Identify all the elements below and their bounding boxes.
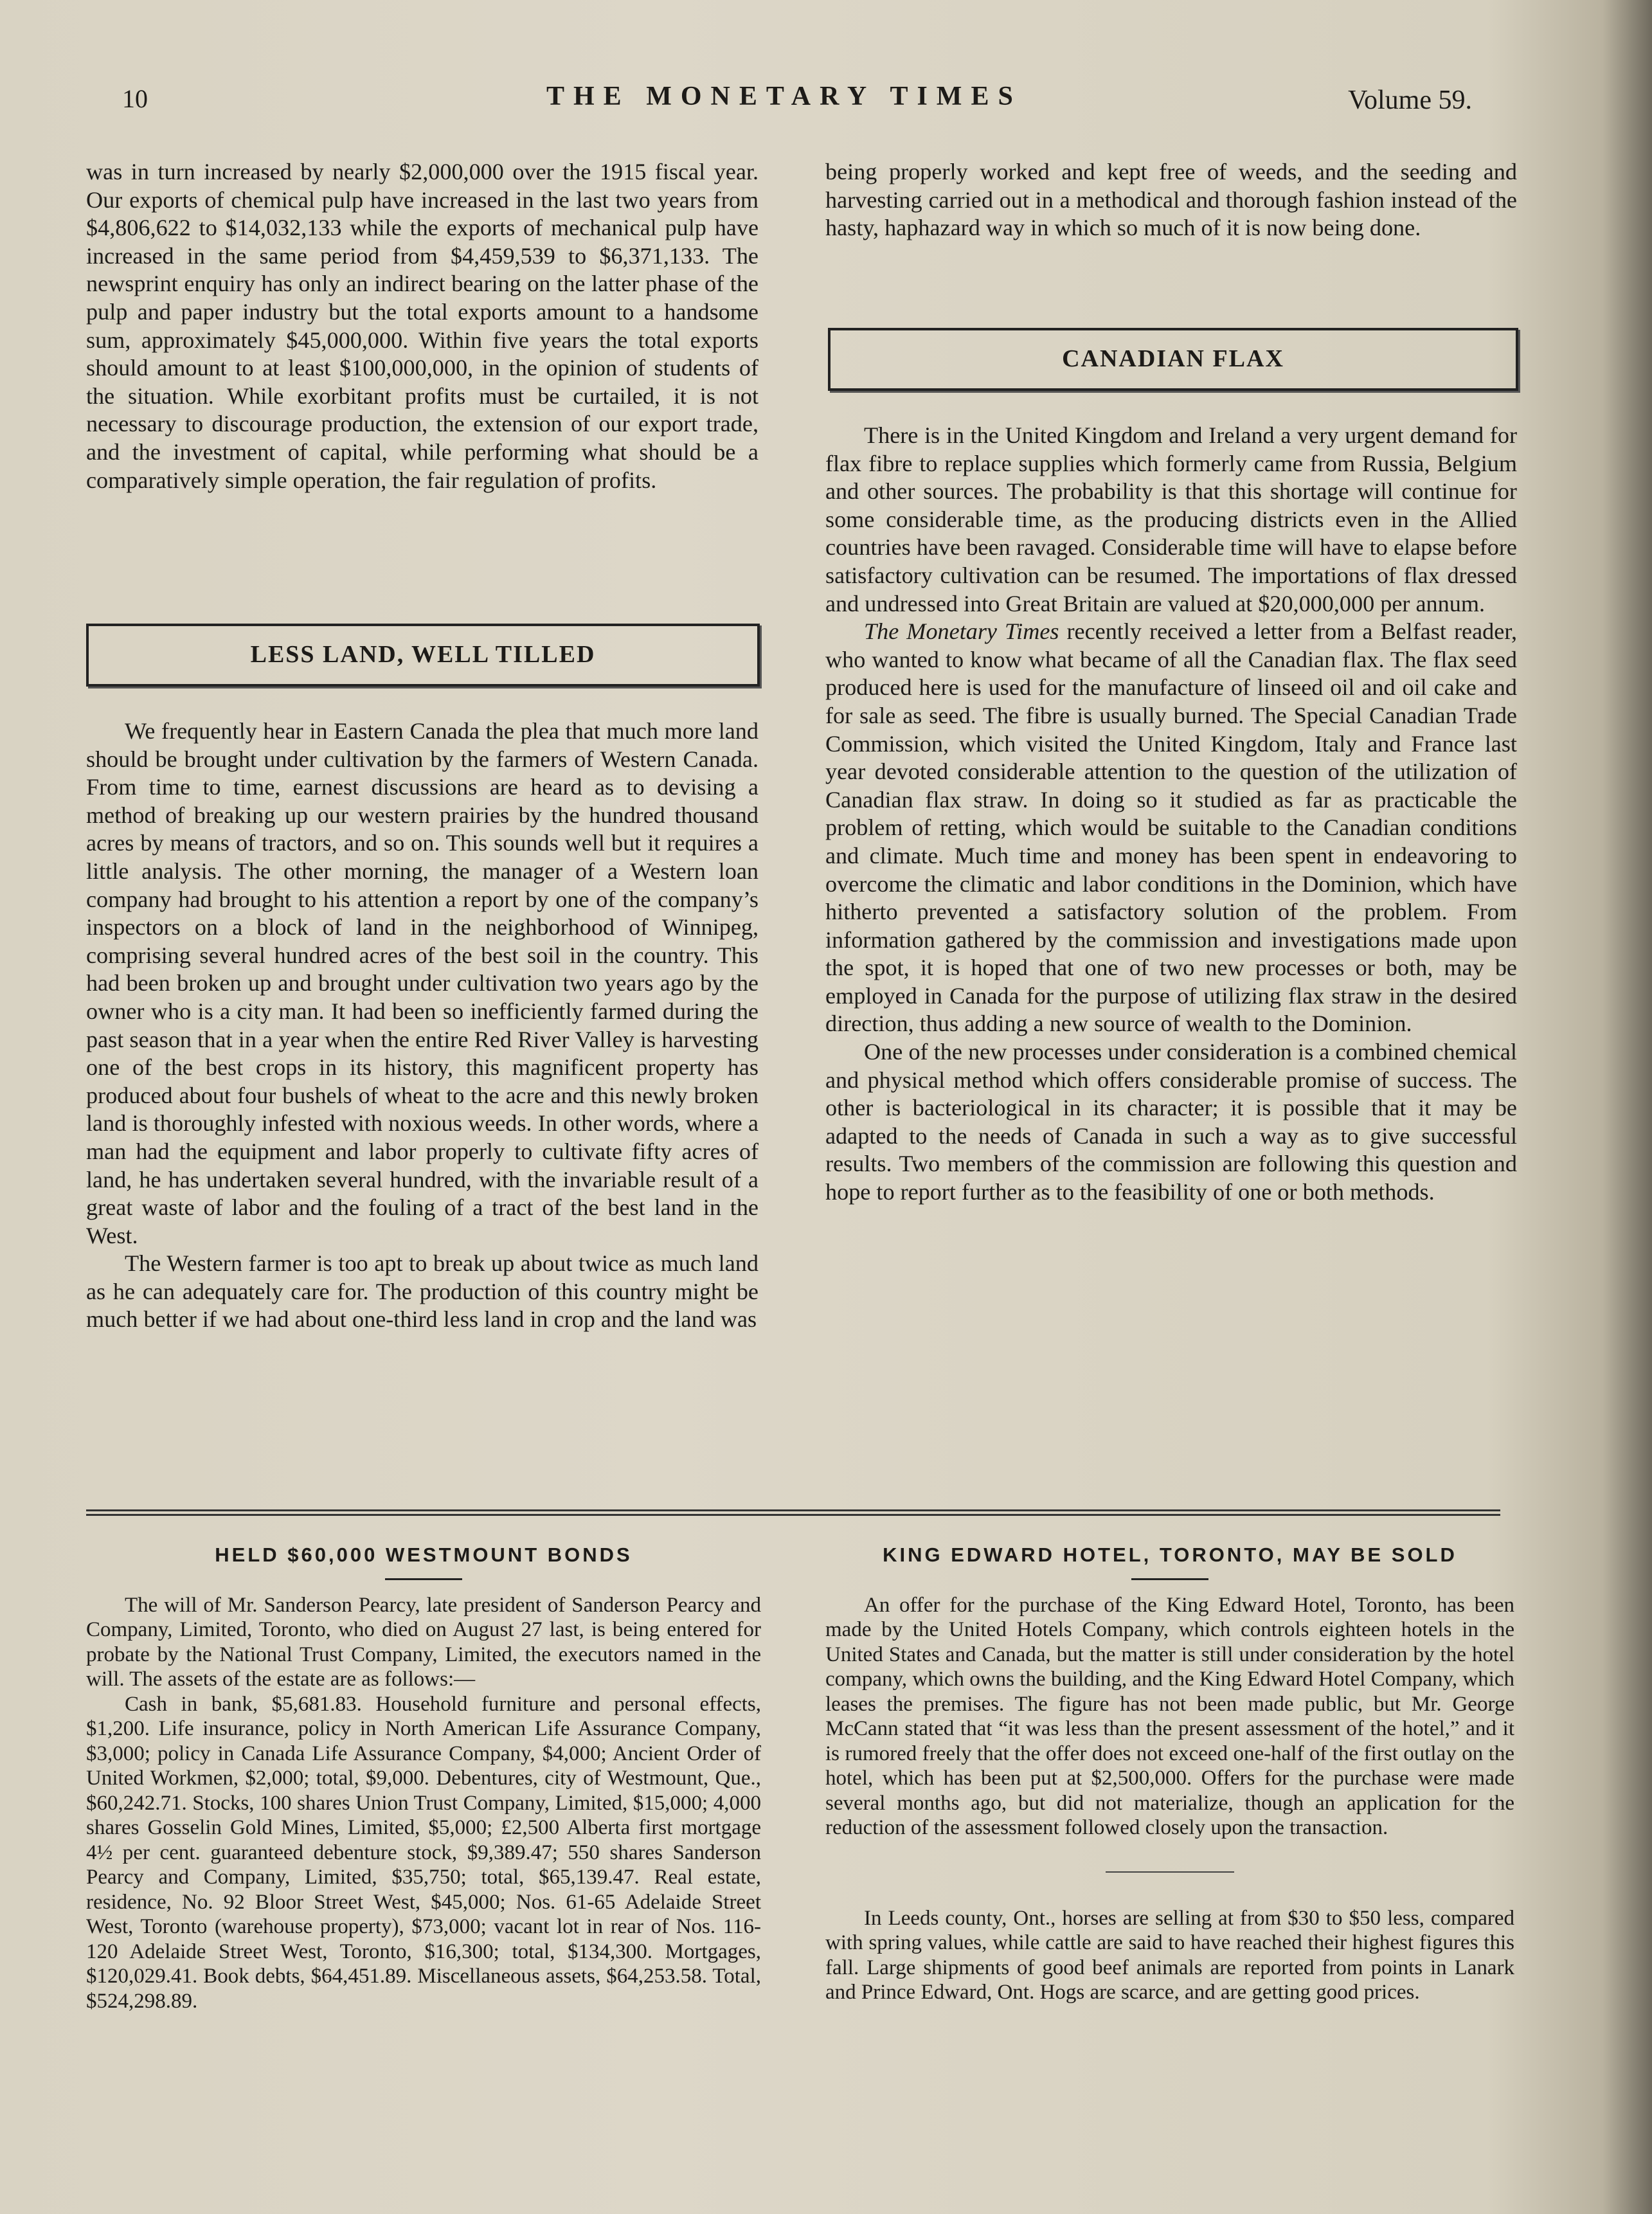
continued-paragraph: was in turn increased by nearly $2,000,000 over the 1915 fiscal year. Our exports of chemical pulp have increased in the last two years from $4,806,622 to $14,032,133 while the exports of mechanical pulp have increased in the same period from $4,459,539 to $6,371,133. The newsprint enquiry has only an indirect bearing on the latter phase of the pulp and paper industry but the total exports amount to a handsome sum, approximately $45,000,000. Within five years the total exports should amount to at least $100,000,000, in the opinion of students of the situation. While exorbitant profits must be curtailed, it is not necessary to discourage production, the extension of our export trade, and the investment of capital, while performing what should be a comparatively simple operation, the fair regulation of profits. <box>86 159 759 493</box>
article-paragraph: Cash in bank, $5,681.83. Household furniture and personal effects, $1,200. Life insurance, policy in North American Life Assurance Company, $3,000; policy in Canada Life Assurance Company, $4,000; Ancient Order of United Workmen, $2,000; total, $9,000. Debentures, city of Westmount, Que., $60,242.71. Stocks, 100 shares Union Trust Company, Limited, $15,000; 4,000 shares Gosselin Gold Mines, Limited, $5,000; £2,500 Alberta first mortgage 4½ per cent. guaranteed debenture stock, $9,389.47; 550 shares Sanderson Pearcy and Company, Limited, $35,750; total, $65,139.47. Real estate, residence, No. 92 Bloor Street West, $45,000; Nos. 61-65 Adelaide Street West, Toronto (warehouse property), $73,000; vacant lot in rear of Nos. 116-120 Adelaide Street West, Toronto, $16,300; total, $134,300. Mortgages, $120,029.41. Book debts, $64,451.89. Miscellaneous assets, $64,253.58. Total, $524,298.89. <box>86 1692 761 2013</box>
left-column <box>86 158 759 494</box>
publication-name-italic: The Monetary Times <box>864 618 1059 645</box>
page-header <box>122 78 1472 123</box>
short-divider <box>1106 1871 1234 1873</box>
article-paragraph: being properly worked and kept free of weeds, and the seeding and harvesting carried out in a methodical and thorough fashion instead of the hasty, haphazard way in which so much of it is now being done. <box>825 159 1517 241</box>
article-paragraph: We frequently hear in Eastern Canada the plea that much more land should be brought under cultivation by the farmers of Western Canada. From time to time, earnest discussions are heard as to devising a method of breaking up our western prairies by the hundred thousand acres by means of tractors, and so on. This sounds well but it requires a little analysis. The other morning, the manager of a Western loan company had brought to his attention a report by one of the company’s inspectors on a block of land in the neighborhood of Winnipeg, comprising several hundred acres of the best soil in the country. This had been broken up and brought under cultivation two years ago by the owner who is a city man. It had been so inefficiently farmed during the past season that in a year when the entire Red River Valley is harvesting one of the best crops in its history, this magnificent property has produced about four bushels of wheat to the acre and this newly broken land is thoroughly infested with noxious weeds. In other words, where a man had the equipment and labor properly to cultivate fifty acres of land, he has undertaken several hundred, with the invariable result of a great waste of labor and the fouling of a tract of the best land in the West. <box>86 718 759 1248</box>
less-land-heading: LESS LAND, WELL TILLED <box>86 624 760 687</box>
canadian-flax-heading: CANADIAN FLAX <box>828 328 1518 391</box>
article-paragraph: The will of Mr. Sanderson Pearcy, late president of Sanderson Pearcy and Company, Limited, Toronto, who died on August 27 last, is being entered for probate by the National Trust Company, Limited, the executors named in the will. The assets of the estate are as follows:— <box>86 1593 761 1691</box>
heading-rule <box>1131 1578 1208 1580</box>
right-column-continuation <box>825 158 1517 242</box>
king-edward-article <box>825 1543 1514 2005</box>
article-paragraph: There is in the United Kingdom and Ireland a very urgent demand for flax fibre to replace supplies which formerly came from Russia, Belgium and other sources. The probability is that this shortage will continue for some considerable time, as the producing districts even in the Allied countries have been ravaged. Considerable time will have to elapse before satisfactory cultivation can be resumed. The importations of flax dressed and undressed into Great Britain are valued at $20,000,000 per annum. <box>825 422 1517 616</box>
king-edward-heading: KING EDWARD HOTEL, TORONTO, MAY BE SOLD <box>883 1544 1457 1566</box>
page-number: 10 <box>122 84 148 113</box>
volume-label: Volume 59. <box>1348 86 1472 115</box>
article-paragraph: An offer for the purchase of the King Edward Hotel, Toronto, has been made by the United Hotels Company, which controls eighteen hotels in the United States and Canada, but the matter is still under consideration by the hotel company, which owns the building, and the King Edward Hotel Company, which leases the premises. The figure has not been made public, but Mr. George McCann stated that “it was less than the present assessment of the hotel,” and it is rumored freely that the offer does not exceed one-half of the first outlay on the hotel, which has been put at $2,500,000. Offers for the purchase were made several months ago, but did not materialize, though an application for the reduction of the assessment followed closely upon the transaction. <box>825 1593 1514 1839</box>
less-land-article <box>86 717 759 1334</box>
heading-rule <box>385 1578 462 1580</box>
publication-title: THE MONETARY TIMES <box>546 82 1022 111</box>
article-paragraph: The Monetary Times recently received a letter from a Belfast reader, who wanted to know what became of all the Canadian flax. The flax seed produced here is used for the manufacture of linseed oil and oil cake and for sale as seed. The fibre is usually burned. The Special Canadian Trade Commission, which visited the United Kingdom, Italy and France last year devoted considerable attention to the question of the utilization of Canadian flax straw. In doing so it studied as far as practicable the problem of retting, which would be suitable to the Canadian conditions and climate. Much time and money has been spent in endeavoring to overcome the climatic and labor conditions in the Dominion, which have hitherto prevented a satisfactory solution of the problem. From information gathered by the commission and investigations made upon the spot, it is hoped that one of two new processes or both, may be employed in Canada for the purpose of utilizing flax straw in the desired direction, thus adding a new source of wealth to the Dominion. <box>825 618 1517 1037</box>
article-paragraph: The Western farmer is too apt to break up about twice as much land as he can adequately care for. The production of this country might be much better if we had about one-third less land in crop and the land was <box>86 1250 759 1333</box>
leeds-county-paragraph: In Leeds county, Ont., horses are selling at from $30 to $50 less, compared with spring values, while cattle are said to have reached their highest figures this fall. Large shipments of good beef animals are reported from points in Lanark and Prince Edward, Ont. Hogs are scarce, and are getting good prices. <box>825 1906 1514 2004</box>
article-paragraph: One of the new processes under consideration is a combined chemical and physical method which offers considerable promise of success. The other is bacteriological in its character; it is possible that it may be adapted to the needs of Canada in such a way as to give successful results. Two members of the commission are following this question and hope to report further as to the feasibility of one or both methods. <box>825 1039 1517 1205</box>
westmount-heading: HELD $60,000 WESTMOUNT BONDS <box>215 1544 633 1566</box>
canadian-flax-article <box>825 422 1517 1207</box>
westmount-bonds-article <box>86 1543 761 2013</box>
section-divider <box>86 1509 1500 1516</box>
